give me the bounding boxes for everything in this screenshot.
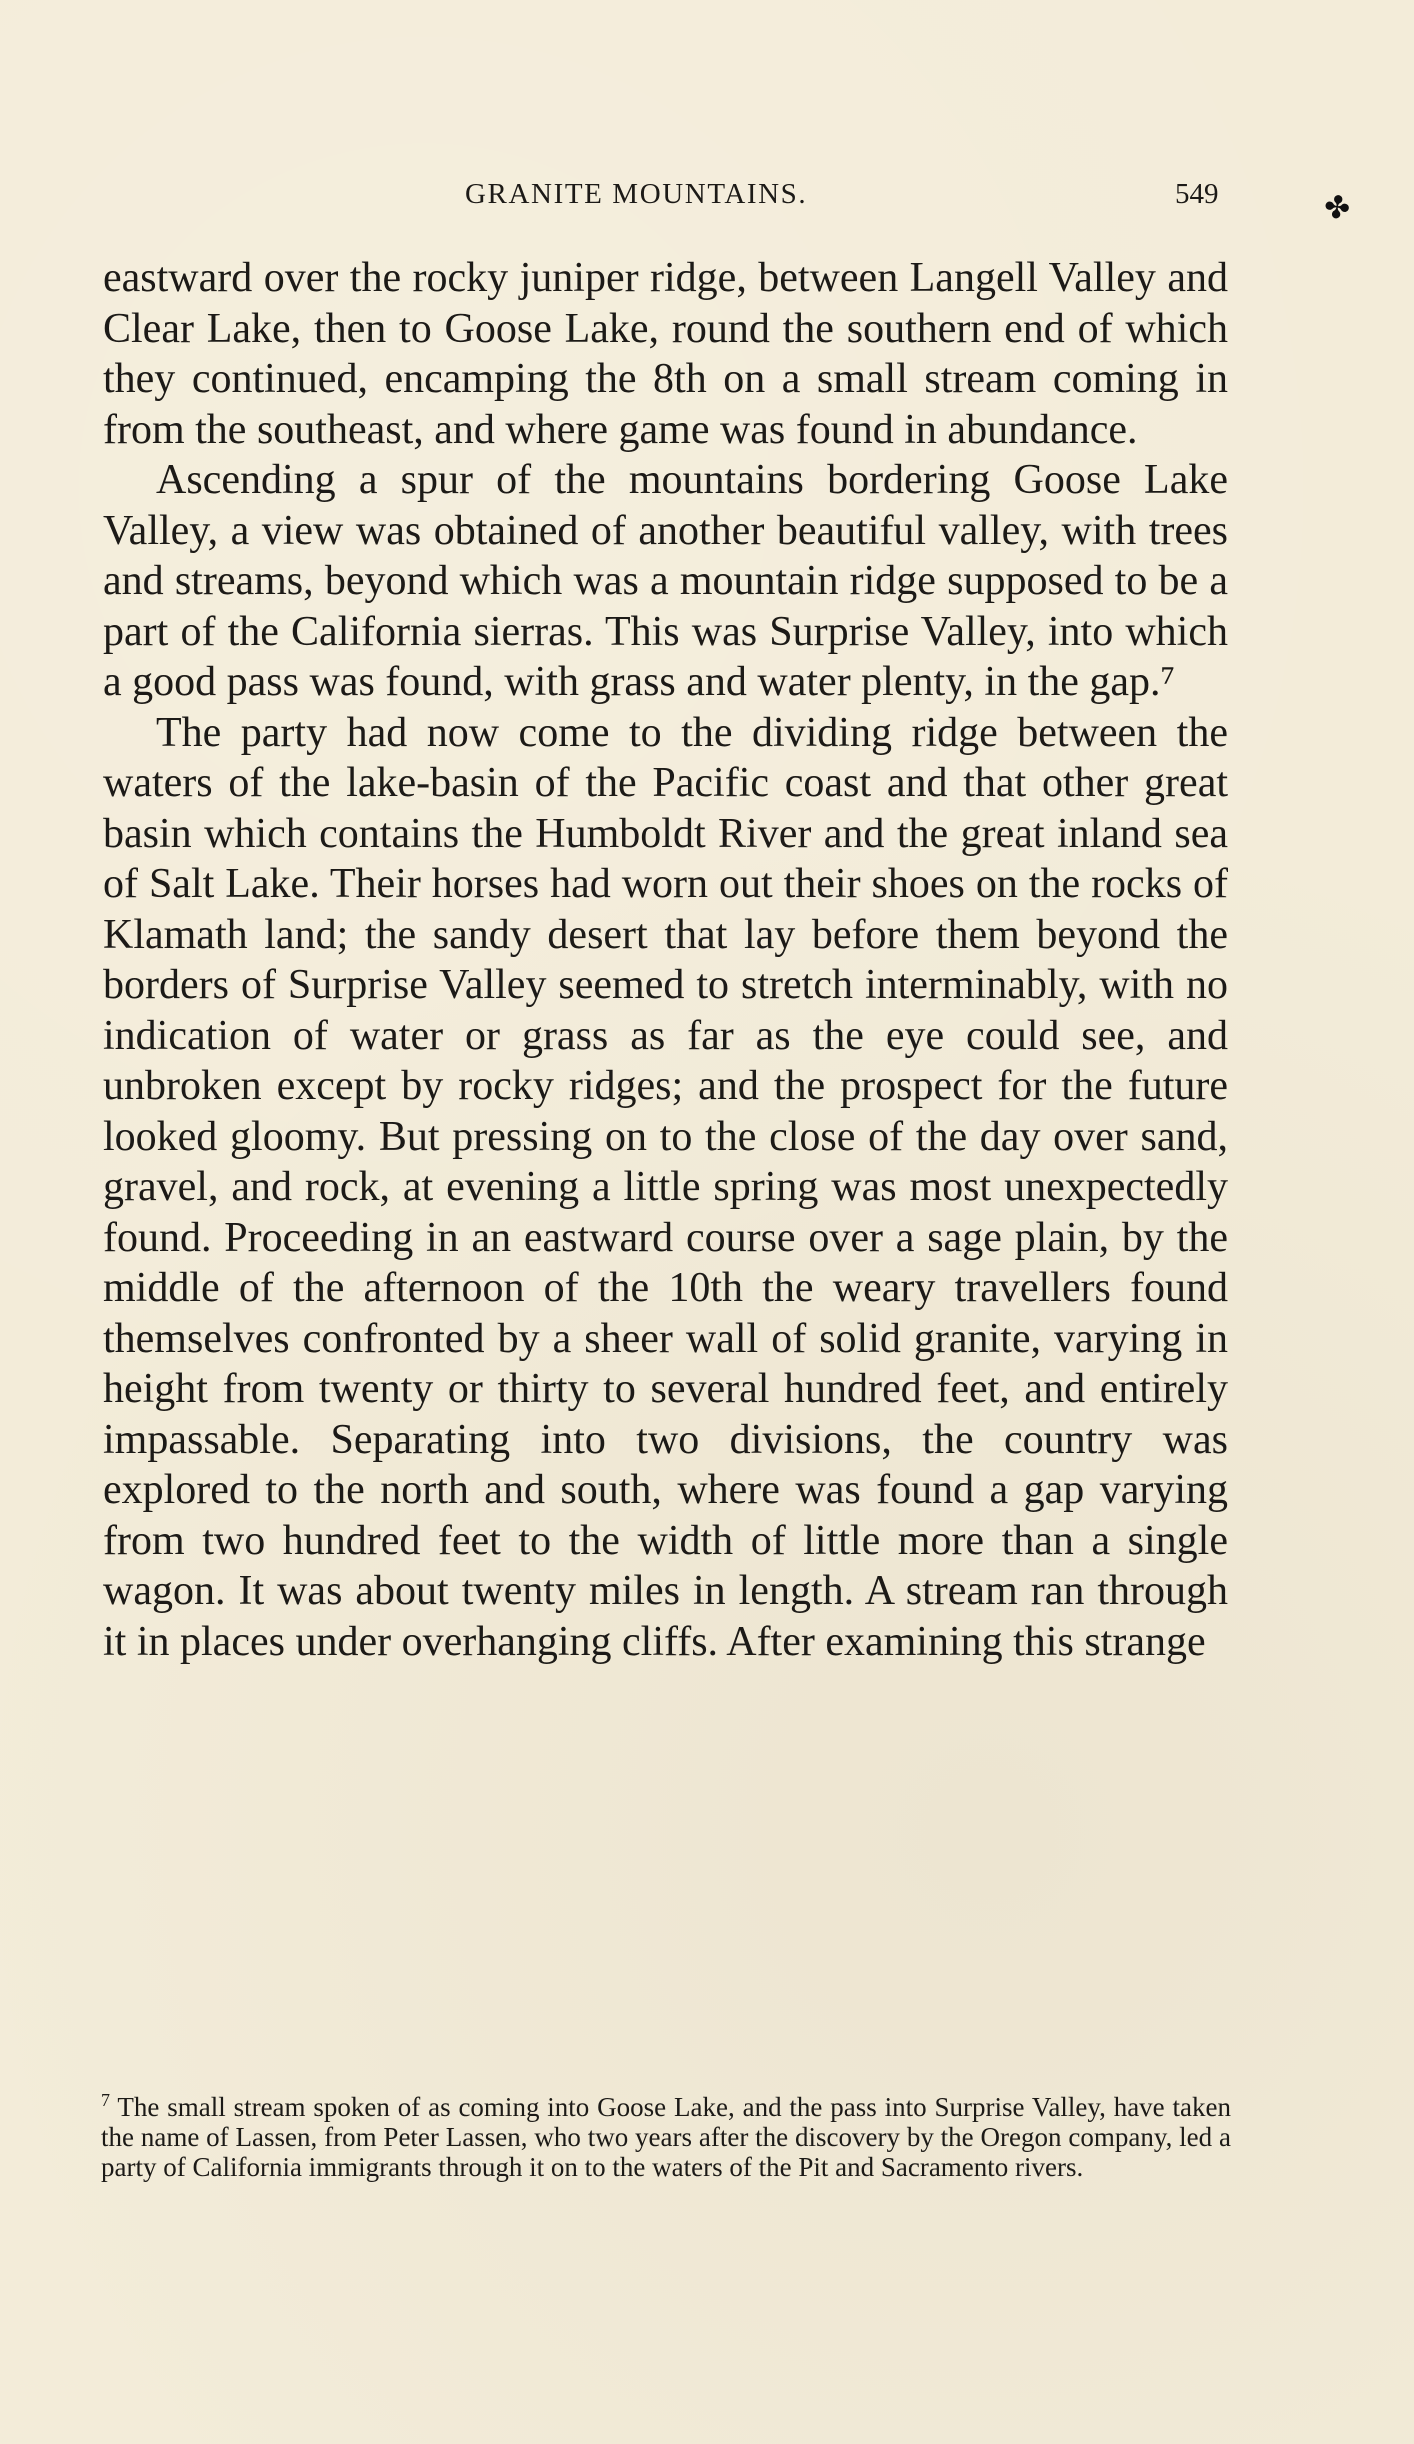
page-number: 549 [1175,178,1219,210]
page-header [0,178,1414,228]
footnote-text: The small stream spoken of as coming into Goose Lake, and the pass into Surprise Valley, have taken the name of Lassen, from Peter Lassen, who two years after the discovery by the Oregon company, led a party of California immigrants through it on to the waters of the Pit and Sacramento rivers. [101,2092,1231,2182]
paragraph-2: Ascending a spur of the mountains bordering Goose Lake Valley, a view was obtained of another beautiful valley, with trees and streams, beyond which was a mountain ridge supposed to be a part of the California sierras. This was Surprise Valley, into which a good pass was found, with grass and water plenty, in the gap.⁷ [103,457,1228,705]
main-text [103,253,1228,1667]
margin-mark-icon: ✤ [1321,188,1353,228]
paragraph-3: The party had now come to the dividing ridge between the waters of the lake-basin of the Pacific coast and that other great basin which contains the Humboldt River and the great inland sea of Salt Lake. Their horses had worn out their shoes on the rocks of Klamath land; the sandy desert that lay before them beyond the borders of Surprise Valley seemed to stretch interminably, with no indication of water or grass as far as the eye could see, and unbroken except by rocky ridges; and the prospect for the future looked gloomy. But pressing on to the close of the day over sand, gravel, and rock, at evening a little spring was most unexpectedly found. Proceeding in an eastward course over a sage plain, by the middle of the afternoon of the 10th the weary travellers found themselves confronted by a sheer wall of solid granite, varying in height from twenty or thirty to several hundred feet, and entirely impassable. Separating into two divisions, the country was explored to the north and south, where was found a gap varying from two hundred feet to the width of little more than a single wagon. It was about twenty miles in length. A stream ran through it in places under overhanging cliffs. After examining this strange [103,709,1228,1665]
paragraph-1: eastward over the rocky juniper ridge, between Langell Valley and Clear Lake, then to Goose Lake, round the southern end of which they continued, encamping the 8th on a small stream coming in from the southeast, and where game was found in abundance. [103,255,1228,453]
running-head: GRANITE MOUNTAINS. [465,178,808,210]
footnote [101,2092,1231,2182]
footnote-marker: 7 [101,2090,110,2110]
